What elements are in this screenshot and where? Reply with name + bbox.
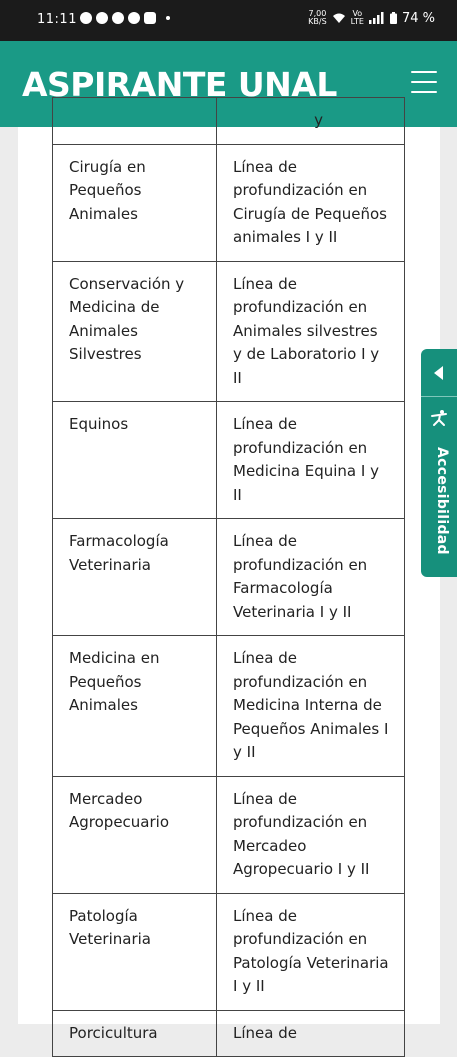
table-body <box>53 98 405 1057</box>
area-cell: Mercadeo Agropecuario <box>53 776 217 893</box>
battery-icon <box>390 12 397 24</box>
area-cell: Porcicultura <box>53 1010 217 1057</box>
table-row <box>53 98 405 145</box>
hamburger-menu-button[interactable] <box>411 71 437 93</box>
line-cell: Línea de profundización en Animales silvestres y de Laboratorio I y II <box>217 261 405 402</box>
accessibility-panel-toggle[interactable] <box>421 349 457 577</box>
area-cell: Farmacología Veterinaria <box>53 519 217 636</box>
menu-line <box>411 71 437 73</box>
accessibility-person-icon <box>430 409 448 427</box>
line-cell: Línea de <box>217 1010 405 1057</box>
signal-icon <box>369 12 385 24</box>
line-cell: Línea de profundización en Farmacología Veterinaria I y II <box>217 519 405 636</box>
network-speed: 7,00 KB/S <box>308 9 327 26</box>
menu-line <box>411 81 437 83</box>
facebook-icon <box>96 12 108 24</box>
menu-line <box>411 91 437 93</box>
status-right <box>308 10 435 26</box>
notification-icons <box>80 12 170 24</box>
accessibility-label: Accesibilidad <box>434 447 450 555</box>
area-cell: Patología Veterinaria <box>53 893 217 1010</box>
area-cell: Equinos <box>53 402 217 519</box>
status-time: 11:11 <box>37 12 77 27</box>
line-cell: Línea de profundización en Medicina Equina I y II <box>217 402 405 519</box>
line-cell: Línea de profundización en Medicina Interna de Pequeños Animales I y II <box>217 636 405 777</box>
divider <box>421 396 457 397</box>
content-area <box>18 111 440 1042</box>
volte-icon: Vo LTE <box>350 9 364 26</box>
pinterest-icon <box>128 12 140 24</box>
instagram-icon <box>112 12 124 24</box>
table-row <box>53 402 405 519</box>
wifi-icon <box>332 12 346 24</box>
table-row <box>53 636 405 777</box>
area-cell <box>53 98 217 145</box>
more-notifications-icon <box>166 16 170 20</box>
line-cell: Línea de profundización en Patología Veterinaria I y II <box>217 893 405 1010</box>
status-bar <box>0 0 457 41</box>
table-row <box>53 519 405 636</box>
area-cell: Conservación y Medicina de Animales Silvestres <box>53 261 217 402</box>
table-row <box>53 261 405 402</box>
snapchat-icon <box>80 12 92 24</box>
area-cell: Medicina en Pequeños Animales <box>53 636 217 777</box>
battery-level: 74 % <box>401 10 435 26</box>
study-lines-table <box>52 97 405 1057</box>
table-row <box>53 893 405 1010</box>
line-cell: Línea de profundización en Cirugía de Pequeños animales I y II <box>217 144 405 261</box>
table-row <box>53 1010 405 1057</box>
table-row <box>53 144 405 261</box>
expand-arrow-icon[interactable] <box>434 366 443 380</box>
youtube-icon <box>144 12 156 24</box>
area-cell: Cirugía en Pequeños Animales <box>53 144 217 261</box>
table-row <box>53 776 405 893</box>
line-cell: y <box>217 98 405 145</box>
line-cell: Línea de profundización en Mercadeo Agropecuario I y II <box>217 776 405 893</box>
site-logo[interactable]: ASPIRANTE UNAL <box>22 65 337 104</box>
